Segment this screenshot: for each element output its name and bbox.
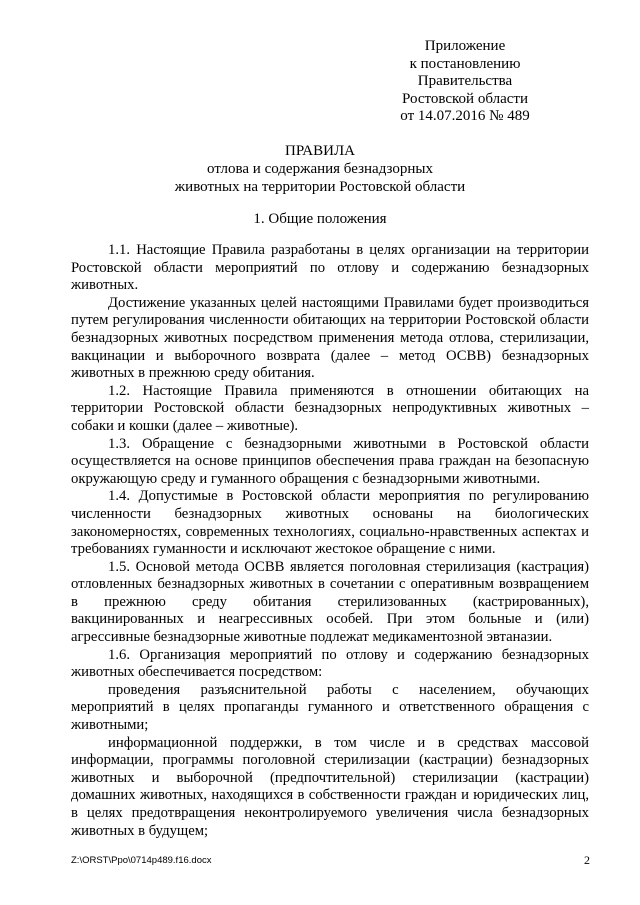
appendix-line: Ростовской области bbox=[402, 90, 528, 107]
paragraph: информационной поддержки, в том числе и в средствах массовой информации, программы поголовной стерилизации (кастрации) безнадзорных животных и выборочной (предпочтительной) стерилизации (кастрации) домашних животных, находящихся в собственности граждан и юридических лиц, в целях предотвращения неконтролируемого увеличения числа безнадзорных животных в будущем; bbox=[71, 734, 589, 839]
paragraph: 1.3. Обращение с безнадзорными животными в Ростовской области осуществляется на основе принципов обеспечения права граждан на безопасную окружающую среду и гуманного обращения с безнадзорными животными. bbox=[71, 435, 589, 487]
title-sub: животных на территории Ростовской области bbox=[174, 179, 466, 195]
appendix-line: от 14.07.2016 № 489 bbox=[400, 108, 530, 125]
paragraph: 1.5. Основой метода ОСВВ является поголовная стерилизация (кастрация) отловленных безнадзорных животных в сочетании с оперативным возвращением в прежнюю среду обитания стерилизованных (кастрированных), вакцинированных и неагрессивных особей. При этом больные и (или) агрессивные безнадзорные животные подлежат медикаментозной эвтаназии. bbox=[71, 558, 589, 646]
appendix-block bbox=[365, 38, 565, 126]
paragraph: 1.4. Допустимые в Ростовской области мероприятия по регулированию численности безнадзорных животных основаны на биологических закономерностях, современных технологиях, социально-нравственных аспектах и требованиях гуманности и исключают жестокое обращение с ними. bbox=[71, 488, 589, 558]
paragraph: 1.6. Организация мероприятий по отлову и содержанию безнадзорных животных обеспечивается посредством: bbox=[71, 646, 589, 681]
paragraph: 1.1. Настоящие Правила разработаны в целях организации на территории Ростовской области мероприятий по отлову и содержанию безнадзорных животных. bbox=[71, 242, 589, 294]
footer-file-path: Z:\ORST\Ppo\0714p489.f16.docx bbox=[71, 855, 212, 866]
document-body bbox=[71, 242, 589, 840]
paragraph: проведения разъяснительной работы с населением, обучающих мероприятий в целях пропаганды гуманного и ответственного обращения с животными; bbox=[71, 681, 589, 734]
appendix-line: Приложение bbox=[424, 38, 506, 54]
paragraph: 1.2. Настоящие Правила применяются в отношении обитающих на территории Ростовской области безнадзорных непродуктивных животных – собаки и кошки (далее – животные). bbox=[71, 382, 589, 434]
section-heading: 1. Общие положения bbox=[253, 211, 387, 227]
appendix-line: к постановлению bbox=[409, 55, 521, 72]
page-number: 2 bbox=[584, 853, 590, 867]
document-title bbox=[0, 142, 640, 196]
title-sub: отлова и содержания безнадзорных bbox=[207, 161, 433, 177]
title-main: ПРАВИЛА bbox=[285, 143, 355, 159]
paragraph: Достижение указанных целей настоящими Правилами будет производиться путем регулирования численности обитающих на территории Ростовской области безнадзорных животных посредством применения метода отлова, стерилизации, вакцинации и выборочного возврата (далее – метод ОСВВ) безнадзорных животных в прежнюю среду обитания. bbox=[71, 294, 589, 382]
appendix-line: Правительства bbox=[417, 73, 513, 90]
